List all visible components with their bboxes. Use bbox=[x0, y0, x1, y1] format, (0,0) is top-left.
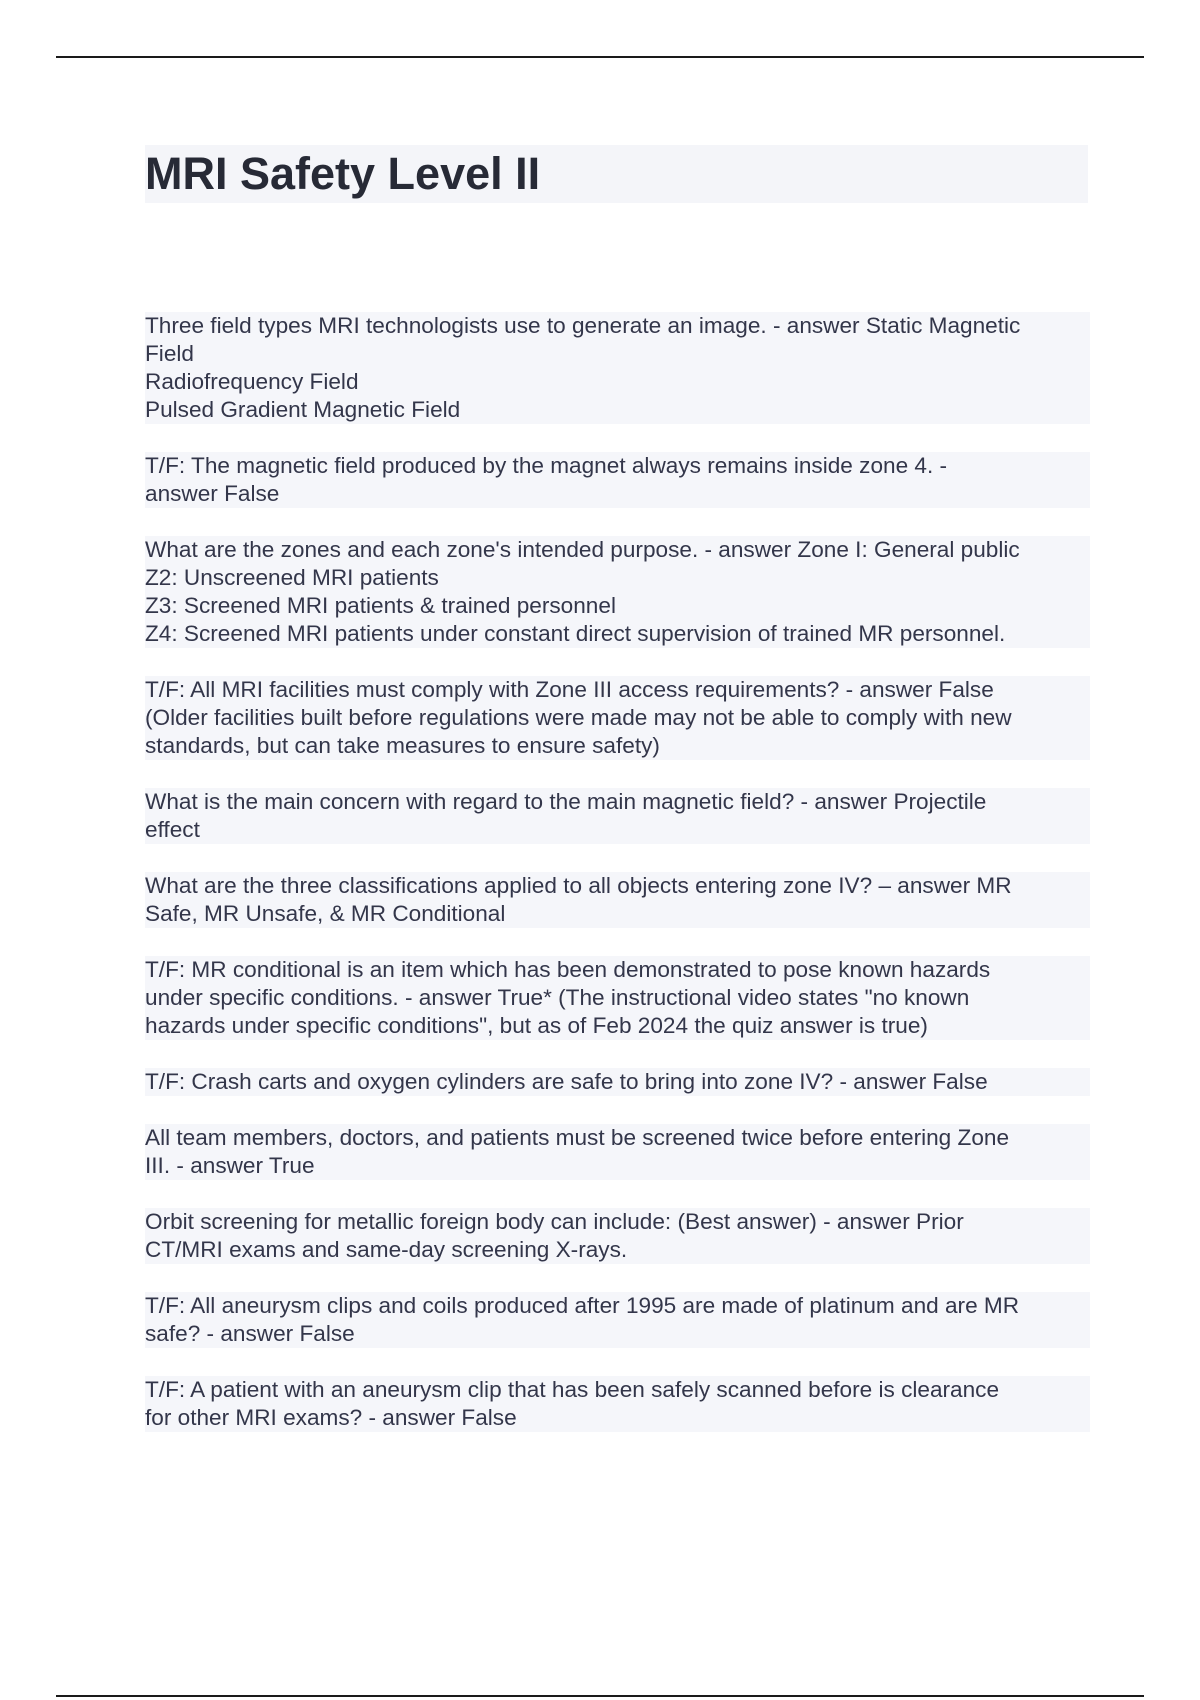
qa-item bbox=[145, 956, 1090, 1040]
qa-line: (Older facilities built before regulations were made may not be able to comply with new bbox=[145, 704, 1090, 732]
qa-line: Z4: Screened MRI patients under constant direct supervision of trained MR personnel. bbox=[145, 620, 1090, 648]
qa-line: Safe, MR Unsafe, & MR Conditional bbox=[145, 900, 1090, 928]
qa-line: T/F: The magnetic field produced by the magnet always remains inside zone 4. - bbox=[145, 452, 1090, 480]
qa-item bbox=[145, 1124, 1090, 1180]
qa-line: Z2: Unscreened MRI patients bbox=[145, 564, 1090, 592]
qa-line: under specific conditions. - answer True* (The instructional video states "no known bbox=[145, 984, 1090, 1012]
qa-item bbox=[145, 452, 1090, 508]
top-rule bbox=[56, 56, 1144, 58]
qa-line: T/F: Crash carts and oxygen cylinders are safe to bring into zone IV? - answer False bbox=[145, 1068, 1090, 1096]
qa-line: Pulsed Gradient Magnetic Field bbox=[145, 396, 1090, 424]
qa-item bbox=[145, 1208, 1090, 1264]
qa-line: effect bbox=[145, 816, 1090, 844]
qa-line: Field bbox=[145, 340, 1090, 368]
qa-line: T/F: MR conditional is an item which has been demonstrated to pose known hazards bbox=[145, 956, 1090, 984]
qa-line: Radiofrequency Field bbox=[145, 368, 1090, 396]
qa-list bbox=[145, 312, 1090, 1460]
qa-line: CT/MRI exams and same-day screening X-rays. bbox=[145, 1236, 1090, 1264]
qa-line: Z3: Screened MRI patients & trained personnel bbox=[145, 592, 1090, 620]
qa-line: Three field types MRI technologists use to generate an image. - answer Static Magnetic bbox=[145, 312, 1090, 340]
qa-line: safe? - answer False bbox=[145, 1320, 1090, 1348]
qa-line: T/F: A patient with an aneurysm clip that has been safely scanned before is clearance bbox=[145, 1376, 1090, 1404]
qa-item bbox=[145, 872, 1090, 928]
qa-line: What is the main concern with regard to the main magnetic field? - answer Projectile bbox=[145, 788, 1090, 816]
qa-line: standards, but can take measures to ensure safety) bbox=[145, 732, 1090, 760]
qa-line: T/F: All aneurysm clips and coils produced after 1995 are made of platinum and are MR bbox=[145, 1292, 1090, 1320]
qa-item bbox=[145, 1376, 1090, 1432]
qa-item bbox=[145, 536, 1090, 648]
qa-line: What are the zones and each zone's intended purpose. - answer Zone I: General public bbox=[145, 536, 1090, 564]
qa-item bbox=[145, 1292, 1090, 1348]
qa-line: Orbit screening for metallic foreign body can include: (Best answer) - answer Prior bbox=[145, 1208, 1090, 1236]
page-title: MRI Safety Level II bbox=[145, 148, 541, 199]
qa-line: III. - answer True bbox=[145, 1152, 1090, 1180]
qa-line: answer False bbox=[145, 480, 1090, 508]
qa-line: T/F: All MRI facilities must comply with Zone III access requirements? - answer False bbox=[145, 676, 1090, 704]
qa-line: for other MRI exams? - answer False bbox=[145, 1404, 1090, 1432]
qa-item bbox=[145, 1068, 1090, 1096]
qa-item bbox=[145, 788, 1090, 844]
qa-line: All team members, doctors, and patients must be screened twice before entering Zone bbox=[145, 1124, 1090, 1152]
qa-line: What are the three classifications applied to all objects entering zone IV? – answer MR bbox=[145, 872, 1090, 900]
qa-item bbox=[145, 312, 1090, 424]
qa-item bbox=[145, 676, 1090, 760]
qa-line: hazards under specific conditions", but as of Feb 2024 the quiz answer is true) bbox=[145, 1012, 1090, 1040]
bottom-rule bbox=[56, 1695, 1144, 1697]
